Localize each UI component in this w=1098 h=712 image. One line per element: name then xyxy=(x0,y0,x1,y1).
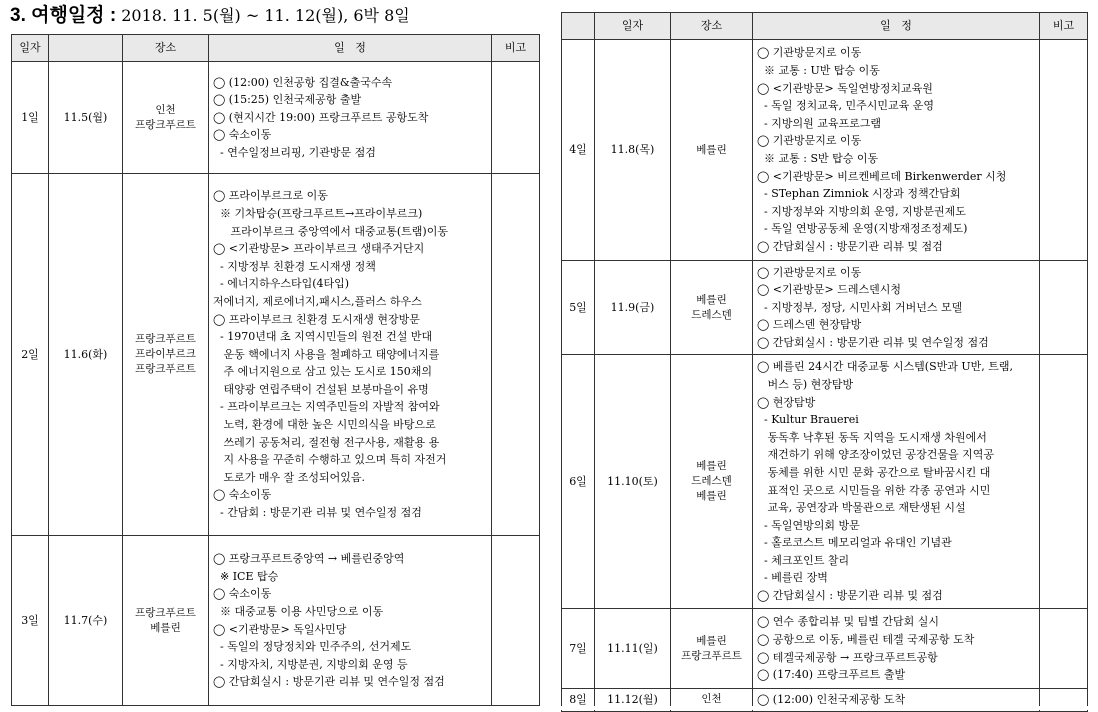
day-cell: 4일 xyxy=(562,40,595,261)
plan-line: - 독일연방의회 방문 xyxy=(757,518,860,532)
place-cell xyxy=(123,174,209,536)
header-place: 장소 xyxy=(123,35,209,62)
plan-line: 표적인 곳으로 시민들을 위한 각종 공연과 시민 xyxy=(757,483,991,497)
note-cell xyxy=(1040,261,1088,355)
place-name: 베를린 xyxy=(696,634,727,647)
plan-line: ※ 교통 : S반 탑승 이동 xyxy=(757,152,879,165)
place-cell xyxy=(671,355,753,609)
place-name: 프랑크푸르트 xyxy=(135,363,196,375)
plan-line: 교육, 공연장과 박물관으로 재탄생된 시설 xyxy=(757,501,966,515)
plan-line: - 지방자치, 지방분권, 지방의회 운영 등 xyxy=(213,657,408,671)
place-name: 베를린 xyxy=(696,460,727,472)
plan-line: - 연수일정브리핑, 기관방문 점검 xyxy=(213,145,376,159)
plan-line: ◯ 테겔국제공항 → 프랑크푸르트공항 xyxy=(757,650,938,664)
plan-line: 쓰레기 공동처리, 절전형 전구사용, 재활용 용 xyxy=(213,435,440,449)
schedule-row xyxy=(12,62,540,174)
place-name: 베를린 xyxy=(696,293,727,306)
plan-line: - 체크포인트 찰리 xyxy=(757,553,850,567)
day-cell: 7일 xyxy=(562,609,595,689)
plan-line: - 홀로코스트 메모리얼과 유대인 기념관 xyxy=(757,536,952,550)
place-name: 베를린 xyxy=(696,143,727,156)
plan-line: ◯ 현장탐방 xyxy=(757,395,816,409)
plan-line: - 지방정부, 정당, 시민사회 거버넌스 모델 xyxy=(757,300,963,314)
plan-cell xyxy=(209,536,492,706)
note-cell xyxy=(492,536,540,706)
plan-line: - 독일 정치교육, 민주시민교육 운영 xyxy=(757,99,934,113)
place-name: 인천 xyxy=(701,693,722,706)
day-cell: 6일 xyxy=(562,355,595,609)
header-day xyxy=(562,13,595,40)
place-name: 프랑크푸르트 xyxy=(135,118,196,131)
schedule-table-left xyxy=(11,34,540,706)
note-cell xyxy=(1040,609,1088,689)
header-plan: 일 정 xyxy=(209,35,492,62)
header-row xyxy=(562,13,1088,40)
note-cell xyxy=(1040,40,1088,261)
place-name: 베를린 xyxy=(150,621,181,634)
schedule-row xyxy=(562,40,1088,261)
plan-line: ◯ (12:00) 인천국제공항 도착 xyxy=(757,693,906,706)
day-cell: 1일 xyxy=(12,62,49,174)
date-cell: 11.11(일) xyxy=(595,609,671,689)
plan-line: ◯ (현지시간 19:00) 프랑크푸르트 공항도착 xyxy=(213,110,429,124)
plan-line: 태양광 연립주택이 건설된 보봉마을이 유명 xyxy=(213,382,429,396)
plan-line: ◯ 공항으로 이동, 베를린 테겔 국제공항 도착 xyxy=(757,632,975,646)
day-cell: 8일 xyxy=(562,689,595,712)
page-title xyxy=(10,3,410,29)
day-cell: 3일 xyxy=(12,536,49,706)
plan-line: - 독일의 정당정치와 민주주의, 선거제도 xyxy=(213,640,412,654)
plan-line: ※ ICE 탑승 xyxy=(213,569,279,583)
plan-line: - STephan Zimniok 시장과 정책간담회 xyxy=(757,187,961,201)
date-cell: 11.6(화) xyxy=(49,174,123,536)
plan-line: 동체를 위한 시민 문화 공간으로 탈바꿈시킨 대 xyxy=(757,465,991,479)
schedule-row xyxy=(562,355,1088,609)
header-note: 비고 xyxy=(1040,13,1088,40)
plan-line: ◯ 숙소이동 xyxy=(213,128,272,142)
plan-line: - 독일 연방공동체 운영(지방재정조정제도) xyxy=(757,222,968,236)
section-number: 3. 여행일정 : xyxy=(10,5,117,26)
plan-line: ◯ (12:00) 인천공항 집결&출국수속 xyxy=(213,75,393,89)
place-name: 드레스덴 xyxy=(691,308,732,321)
plan-line: ◯ 간담회실시 : 방문기관 리뷰 및 연수일정 점검 xyxy=(757,335,989,349)
plan-line: ◯ <기관방문> 독일연방정치교육원 xyxy=(757,81,933,95)
plan-cell xyxy=(753,609,1040,689)
plan-line: - 지방정부와 지방의회 운영, 지방분권제도 xyxy=(757,204,966,218)
header-row xyxy=(12,35,540,62)
plan-line: ◯ 프랑크푸르트중앙역 → 베를린중앙역 xyxy=(213,552,405,566)
plan-line: ◯ <기관방문> 프라이부르크 생태주거단지 xyxy=(213,242,425,256)
header-date xyxy=(49,35,123,62)
plan-line: ◯ 연수 종합리뷰 및 팀별 간담회 실시 xyxy=(757,615,940,629)
plan-line: 동독후 낙후된 동독 지역을 도시재생 차원에서 xyxy=(757,430,987,444)
schedule-row xyxy=(12,174,540,536)
plan-cell xyxy=(753,261,1040,355)
header-day: 일자 xyxy=(595,13,671,40)
plan-line: ◯ 프라이부르크 친환경 도시재생 현장방문 xyxy=(213,312,420,326)
plan-line: - 간담회 : 방문기관 리뷰 및 연수일정 점검 xyxy=(213,506,422,520)
plan-line: ◯ (17:40) 프랑크푸르트 출발 xyxy=(757,668,906,682)
plan-line: - 프라이부르크는 지역주민들의 자발적 참여와 xyxy=(213,400,440,414)
plan-line: ◯ 베를린 24시간 대중교통 시스템(S반과 U반, 트램, xyxy=(757,360,1014,374)
plan-cell xyxy=(753,40,1040,261)
day-cell: 2일 xyxy=(12,174,49,536)
plan-line: ◯ <기관방문> 드레스덴시청 xyxy=(757,283,901,297)
place-name: 프랑크푸르트 xyxy=(135,606,196,619)
schedule-table-right xyxy=(561,12,1088,712)
header-place: 장소 xyxy=(671,13,753,40)
header-note: 비고 xyxy=(492,35,540,62)
place-name: 프랑크푸르트 xyxy=(135,333,196,345)
header-plan: 일 정 xyxy=(753,13,1040,40)
plan-line: ◯ 숙소이동 xyxy=(213,587,272,601)
place-cell xyxy=(123,536,209,706)
place-cell xyxy=(671,40,753,261)
date-cell: 11.10(토) xyxy=(595,355,671,609)
place-name: 인천 xyxy=(155,103,176,116)
plan-line: 노력, 환경에 대한 높은 시민의식을 바탕으로 xyxy=(213,418,436,432)
plan-line: ◯ 숙소이동 xyxy=(213,488,272,502)
place-name: 드레스덴 xyxy=(691,475,732,487)
plan-line: 주 에너지원으로 삼고 있는 도시로 150채의 xyxy=(213,365,432,379)
plan-line: - Kultur Brauerei xyxy=(757,413,859,427)
plan-line: ◯ 드레스덴 현장탐방 xyxy=(757,318,862,332)
date-cell: 11.5(월) xyxy=(49,62,123,174)
plan-line: ◯ <기관방문> 독일사민당 xyxy=(213,622,347,636)
plan-line: ※ 대중교통 이용 사민당으로 이동 xyxy=(213,604,384,618)
header-day: 일자 xyxy=(12,35,49,62)
plan-line: ※ 교통 : U반 탑승 이동 xyxy=(757,64,880,78)
plan-line: ◯ 프라이부르크로 이동 xyxy=(213,189,328,203)
date-cell: 11.12(월) xyxy=(595,689,671,712)
plan-cell xyxy=(209,174,492,536)
plan-line: - 베를린 장벽 xyxy=(757,571,828,585)
page-cutoff xyxy=(0,706,1098,710)
place-name: 베를린 xyxy=(696,490,727,502)
plan-cell xyxy=(753,355,1040,609)
note-cell xyxy=(492,174,540,536)
plan-line: ◯ 기관방문지로 이동 xyxy=(757,134,862,148)
plan-line: - 1970년대 초 지역시민들의 원전 건설 반대 xyxy=(213,330,433,344)
plan-line: 저에너지, 제로에너지,패시스,플러스 하우스 xyxy=(213,294,422,308)
place-cell xyxy=(671,261,753,355)
plan-line: 프라이부르크 중앙역에서 대중교통(트램)이동 xyxy=(213,224,448,238)
plan-line: - 지방정부 친환경 도시재생 정책 xyxy=(213,259,376,273)
note-cell xyxy=(492,62,540,174)
plan-line: ※ 기차탑승(프랑크푸르트→프라이부르크) xyxy=(213,206,423,220)
plan-line: ◯ 간담회실시 : 방문기관 리뷰 및 점검 xyxy=(757,239,943,253)
trip-dates: 2018. 11. 5(월) ~ 11. 12(월), 6박 8일 xyxy=(116,6,410,25)
date-cell: 11.9(금) xyxy=(595,261,671,355)
plan-line: 재건하기 위해 양조장이었던 공장건물을 지역공 xyxy=(757,448,994,462)
note-cell xyxy=(1040,355,1088,609)
plan-line: 도로가 매우 잘 조성되어있음. xyxy=(213,470,365,484)
place-name: 프랑크푸르트 xyxy=(681,649,742,662)
plan-line: 운동 핵에너지 사용을 철폐하고 태양에너지를 xyxy=(213,347,440,361)
place-name: 프라이부르크 xyxy=(135,348,196,360)
plan-line: - 지방의원 교육프로그램 xyxy=(757,116,881,130)
plan-line: - 에너지하우스타입(4타입) xyxy=(213,277,350,291)
plan-line: ◯ (15:25) 인천국제공항 출발 xyxy=(213,93,362,107)
date-cell: 11.8(목) xyxy=(595,40,671,261)
schedule-row xyxy=(12,536,540,706)
plan-line: 지 사용을 꾸준히 수행하고 있으며 특히 자전거 xyxy=(213,453,447,467)
plan-cell xyxy=(209,62,492,174)
place-cell xyxy=(123,62,209,174)
plan-line: 버스 등) 현장탐방 xyxy=(757,377,854,391)
plan-line: ◯ 기관방문지로 이동 xyxy=(757,265,862,279)
day-cell: 5일 xyxy=(562,261,595,355)
plan-line: ◯ 간담회실시 : 방문기관 리뷰 및 연수일정 점검 xyxy=(213,675,445,689)
date-cell: 11.7(수) xyxy=(49,536,123,706)
place-cell xyxy=(671,609,753,689)
schedule-row xyxy=(562,261,1088,355)
plan-line: ◯ 기관방문지로 이동 xyxy=(757,46,862,60)
plan-line: ◯ <기관방문> 비르켄베르데 Birkenwerder 시청 xyxy=(757,169,1007,183)
plan-line: ◯ 간담회실시 : 방문기관 리뷰 및 점검 xyxy=(757,589,943,603)
schedule-row xyxy=(562,609,1088,689)
